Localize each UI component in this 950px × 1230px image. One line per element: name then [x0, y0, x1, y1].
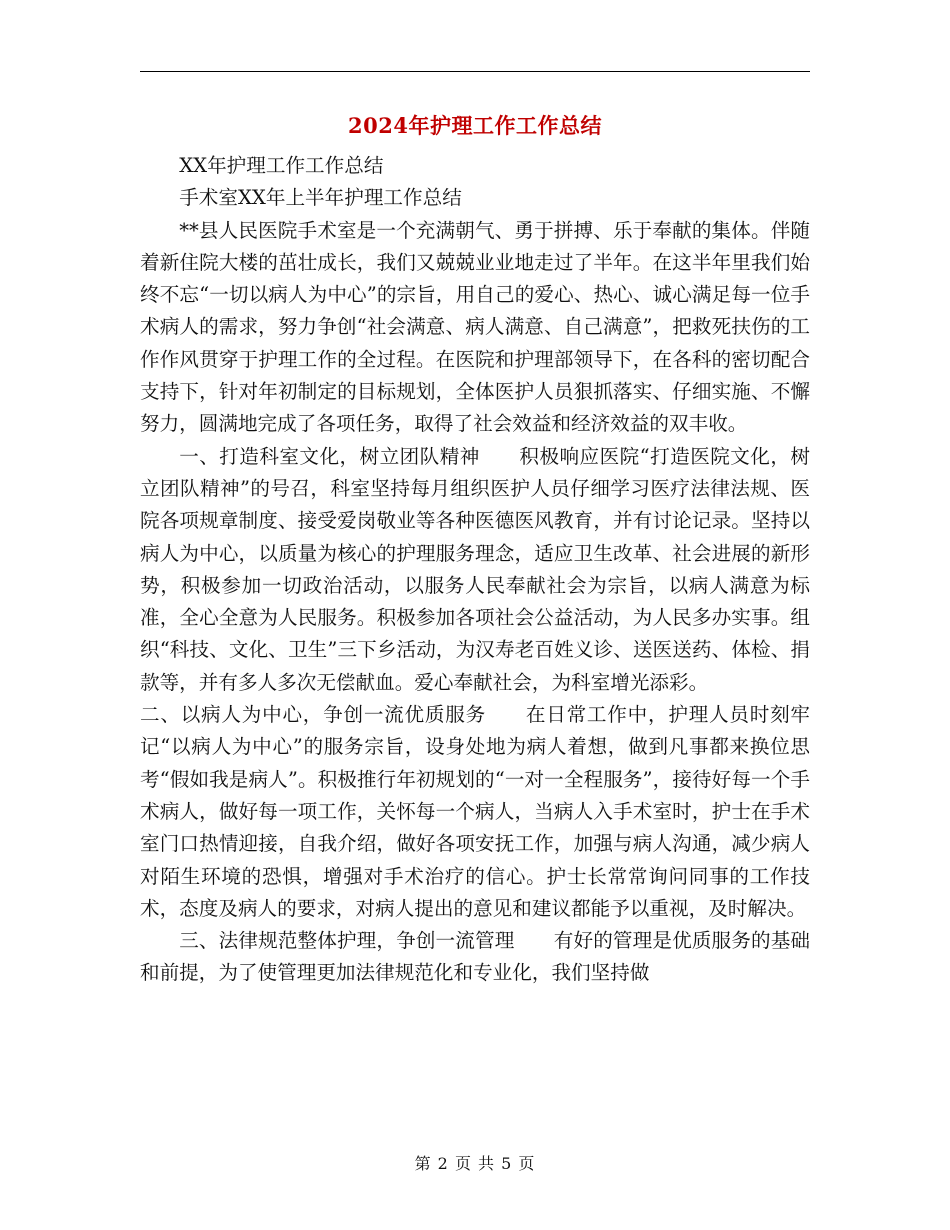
document-title: 2024年护理工作工作总结 [348, 113, 602, 138]
section-3-body: 有好的管理是优质服务的基础和前提，为了使管理更加法律规范化和专业化，我们坚持做 [140, 929, 811, 985]
document-body [140, 150, 810, 990]
section-2-paragraph [140, 699, 810, 925]
section-1-heading: 一、打造科室文化，树立团队精神 [179, 444, 480, 468]
header-rule [140, 71, 810, 72]
section-1-body: 积极响应医院“打造医院文化，树立团队精神”的号召，科室坚持每月组织医护人员仔细学习医疗法律法规、医院各项规章制度、接受爱岗敬业等各种医德医风教育，并有讨论记录。坚持以病人为中心，以质量为核心的护理服务理念，适应卫生改革、社会进展的新形势，积极参加一切政治活动，以服务人民奉献社会为宗旨，以病人满意为标准，全心全意为人民服务。积极参加各项社会公益活动，为人民多办实事。组织“科技、文化、卫生”三下乡活动，为汉寿老百姓义诊、送医送药、体检、捐款等，并有多人多次无偿献血。爱心奉献社会，为科室增光添彩。 [140, 444, 810, 694]
section-3-heading: 三、法律规范整体护理，争创一流管理 [179, 929, 515, 953]
section-2-body: 在日常工作中，护理人员时刻牢记“以病人为中心”的服务宗旨，设身处地为病人着想，做到凡事都来换位思考“假如我是病人”。积极推行年初规划的“一对一全程服务”，接待好每一个手术病人，做好每一项工作，关怀每一个病人，当病人入手术室时，护士在手术室门口热情迎接，自我介绍，做好各项安抚工作，加强与病人沟通，减少病人对陌生环境的恐惧，增强对手术治疗的信心。护士长常常询问同事的工作技术，态度及病人的要求，对病人提出的意见和建议都能予以重视，及时解决。 [140, 703, 811, 920]
intro-paragraph: **县人民医院手术室是一个充满朝气、勇于拼搏、乐于奉献的集体。伴随着新住院大楼的茁壮成长，我们又兢兢业业地走过了半年。在这半年里我们始终不忘“一切以病人为中心”的宗旨，用自己的爱心、热心、诚心满足每一位手术病人的需求，努力争创“社会满意、病人满意、自己满意”，把救死扶伤的工作作风贯穿于护理工作的全过程。在医院和护理部领导下，在各科的密切配合支持下，针对年初制定的目标规划，全体医护人员狠抓落实、仔细实施、不懈努力，圆满地完成了各项任务，取得了社会效益和经济效益的双丰收。 [140, 218, 810, 436]
page-footer: 第 2 页 共 5 页 [414, 1154, 536, 1173]
subheading-2: 手术室XX年上半年护理工作总结 [179, 186, 462, 210]
subheading-1: XX年护理工作工作总结 [179, 154, 384, 177]
section-1-paragraph [140, 441, 810, 699]
section-3-paragraph [140, 925, 810, 990]
section-2-heading: 二、以病人为中心，争创一流优质服务 [140, 703, 486, 727]
